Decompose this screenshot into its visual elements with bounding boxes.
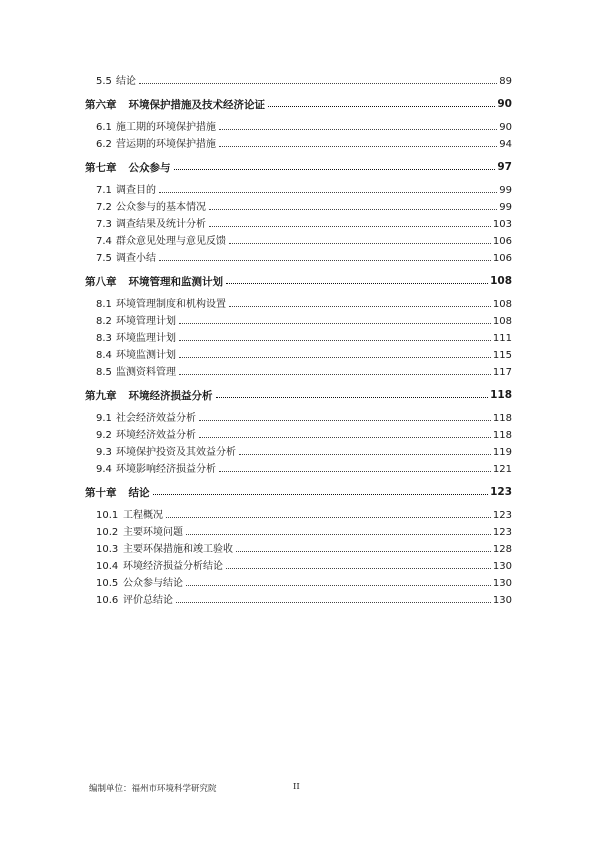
toc-entry-page: 123: [492, 527, 512, 538]
toc-entry-page: 117: [492, 367, 512, 378]
toc-entry-label: [96, 523, 183, 538]
toc-entry-number: 9.4: [96, 464, 112, 475]
toc-section-entry[interactable]: [85, 70, 512, 87]
toc-dot-leader: [219, 471, 491, 472]
toc-section-entry[interactable]: [85, 293, 512, 310]
toc-entry-label: [96, 72, 136, 87]
toc-entry-label: [96, 198, 206, 213]
toc-dot-leader: [186, 534, 491, 535]
toc-entry-number: 10.3: [96, 544, 119, 555]
toc-entry-title: 主要环境问题: [123, 527, 183, 538]
toc-chapter-entry[interactable]: [85, 92, 512, 116]
toc-entry-label: [85, 97, 265, 112]
toc-entry-number: 10.2: [96, 527, 119, 538]
toc-entry-number: 7.1: [96, 185, 112, 196]
toc-section-entry[interactable]: [85, 247, 512, 264]
toc-section-entry[interactable]: [85, 133, 512, 150]
toc-entry-page: 111: [492, 333, 512, 344]
toc-entry-page: 123: [490, 486, 512, 498]
toc-entry-label: [96, 312, 176, 327]
toc-entry-label: [96, 181, 156, 196]
toc-entry-label: [96, 118, 216, 133]
toc-entry-number: 7.4: [96, 236, 112, 247]
toc-entry-number: 7.3: [96, 219, 112, 230]
toc-dot-leader: [159, 260, 491, 261]
toc-entry-page: 90: [499, 122, 512, 133]
toc-entry-title: 结论: [116, 76, 136, 87]
toc-section-entry[interactable]: [85, 116, 512, 133]
toc-entry-number: 10.4: [96, 561, 119, 572]
toc-dot-leader: [226, 568, 491, 569]
toc-entry-number: 8.5: [96, 367, 112, 378]
toc-entry-label: [96, 426, 196, 441]
toc-dot-leader: [179, 340, 491, 341]
toc-entry-label: [96, 295, 226, 310]
toc-section-entry[interactable]: [85, 230, 512, 247]
toc-entry-label: [96, 557, 223, 572]
toc-section-entry[interactable]: [85, 361, 512, 378]
toc-entry-label: [96, 135, 216, 150]
toc-entry-page: 130: [492, 561, 512, 572]
toc-dot-leader: [139, 83, 497, 84]
toc-dot-leader: [219, 129, 497, 130]
toc-dot-leader: [239, 454, 491, 455]
toc-entry-number: 8.4: [96, 350, 112, 361]
toc-section-entry[interactable]: [85, 407, 512, 424]
toc-entry-number: 第六章: [85, 98, 117, 111]
toc-entry-label: [96, 540, 233, 555]
toc-entry-page: 130: [492, 578, 512, 589]
toc-entry-number: 9.3: [96, 447, 112, 458]
toc-section-entry[interactable]: [85, 538, 512, 555]
toc-dot-leader: [216, 397, 489, 398]
footer-organization: 编制单位：福州市环境科学研究院: [89, 784, 217, 794]
toc-section-entry[interactable]: [85, 196, 512, 213]
toc-entry-number: 8.3: [96, 333, 112, 344]
toc-section-entry[interactable]: [85, 441, 512, 458]
toc-entry-title: 环境经济损益分析结论: [123, 561, 223, 572]
toc-dot-leader: [209, 226, 491, 227]
toc-entry-label: [96, 346, 176, 361]
toc-entry-label: [96, 363, 176, 378]
toc-entry-title: 调查小结: [116, 253, 156, 264]
toc-dot-leader: [176, 602, 491, 603]
toc-entry-label: [96, 409, 196, 424]
toc-entry-number: 9.2: [96, 430, 112, 441]
toc-dot-leader: [268, 106, 495, 107]
toc-entry-title: 评价总结论: [123, 595, 173, 606]
toc-entry-label: [96, 506, 163, 521]
toc-dot-leader: [179, 323, 491, 324]
toc-section-entry[interactable]: [85, 213, 512, 230]
toc-entry-number: 8.1: [96, 299, 112, 310]
toc-dot-leader: [179, 374, 491, 375]
toc-entry-label: [96, 443, 236, 458]
toc-entry-page: 119: [492, 447, 512, 458]
toc-entry-page: 97: [497, 161, 512, 173]
toc-entry-label: [85, 274, 223, 289]
toc-entry-title: 营运期的环境保护措施: [116, 139, 216, 150]
toc-dot-leader: [199, 437, 491, 438]
toc-entry-number: 9.1: [96, 413, 112, 424]
toc-entry-number: 第九章: [85, 389, 117, 402]
toc-section-entry[interactable]: [85, 458, 512, 475]
toc-entry-page: 89: [499, 76, 512, 87]
toc-entry-title: 环境管理计划: [116, 316, 176, 327]
toc-dot-leader: [174, 169, 496, 170]
toc-entry-number: 10.6: [96, 595, 119, 606]
toc-section-entry[interactable]: [85, 344, 512, 361]
toc-entry-page: 118: [490, 389, 512, 401]
toc-dot-leader: [229, 243, 491, 244]
toc-chapter-entry[interactable]: [85, 383, 512, 407]
toc-entry-label: [96, 574, 183, 589]
toc-entry-page: 123: [492, 510, 512, 521]
toc-section-entry[interactable]: [85, 589, 512, 606]
toc-entry-number: 8.2: [96, 316, 112, 327]
toc-section-entry[interactable]: [85, 555, 512, 572]
toc-entry-title: 环境管理制度和机构设置: [116, 299, 226, 310]
toc-dot-leader: [236, 551, 491, 552]
toc-section-entry[interactable]: [85, 310, 512, 327]
toc-entry-page: 121: [492, 464, 512, 475]
toc-entry-title: 主要环保措施和竣工验收: [123, 544, 233, 555]
toc-entry-page: 99: [499, 185, 512, 196]
toc-section-entry[interactable]: [85, 572, 512, 589]
toc-entry-label: [96, 591, 173, 606]
table-of-contents: [85, 70, 512, 606]
toc-entry-title: 环境监测计划: [116, 350, 176, 361]
toc-entry-page: 108: [490, 275, 512, 287]
toc-chapter-entry[interactable]: [85, 155, 512, 179]
toc-section-entry[interactable]: [85, 179, 512, 196]
toc-chapter-entry[interactable]: [85, 480, 512, 504]
toc-section-entry[interactable]: [85, 521, 512, 538]
toc-section-entry[interactable]: [85, 327, 512, 344]
toc-entry-number: 第十章: [85, 486, 117, 499]
toc-dot-leader: [226, 283, 488, 284]
toc-entry-label: [85, 388, 213, 403]
toc-entry-title: 调查目的: [116, 185, 156, 196]
toc-entry-label: [96, 329, 176, 344]
toc-dot-leader: [199, 420, 491, 421]
toc-entry-label: [96, 215, 206, 230]
toc-entry-title: 公众参与的基本情况: [116, 202, 206, 213]
toc-entry-number: 10.5: [96, 578, 119, 589]
toc-entry-label: [85, 160, 171, 175]
toc-entry-page: 115: [492, 350, 512, 361]
toc-dot-leader: [153, 494, 489, 495]
toc-entry-title: 环境保护措施及技术经济论证: [128, 98, 265, 111]
toc-entry-title: 公众参与结论: [123, 578, 183, 589]
toc-entry-page: 94: [499, 139, 512, 150]
toc-entry-title: 社会经济效益分析: [116, 413, 196, 424]
toc-entry-title: 环境保护投资及其效益分析: [116, 447, 236, 458]
toc-entry-title: 调查结果及统计分析: [116, 219, 206, 230]
toc-dot-leader: [186, 585, 491, 586]
toc-entry-number: 6.1: [96, 122, 112, 133]
toc-entry-page: 90: [497, 98, 512, 110]
toc-dot-leader: [219, 146, 497, 147]
toc-entry-page: 128: [492, 544, 512, 555]
toc-entry-title: 环境影响经济损益分析: [116, 464, 216, 475]
toc-entry-title: 环境管理和监测计划: [128, 275, 223, 288]
toc-entry-label: [85, 485, 150, 500]
toc-entry-page: 106: [492, 236, 512, 247]
toc-entry-number: 7.5: [96, 253, 112, 264]
footer-page-number: II: [293, 782, 300, 792]
toc-entry-number: 5.5: [96, 76, 112, 87]
toc-entry-page: 130: [492, 595, 512, 606]
toc-entry-title: 工程概况: [123, 510, 163, 521]
toc-chapter-entry[interactable]: [85, 269, 512, 293]
toc-entry-label: [96, 232, 226, 247]
toc-entry-label: [96, 249, 156, 264]
toc-entry-page: 118: [492, 430, 512, 441]
toc-entry-page: 99: [499, 202, 512, 213]
toc-section-entry[interactable]: [85, 504, 512, 521]
toc-entry-title: 公众参与: [128, 161, 171, 174]
toc-dot-leader: [159, 192, 497, 193]
toc-entry-number: 10.1: [96, 510, 119, 521]
toc-entry-page: 106: [492, 253, 512, 264]
toc-entry-number: 7.2: [96, 202, 112, 213]
toc-entry-label: [96, 460, 216, 475]
toc-entry-title: 结论: [128, 486, 150, 499]
toc-dot-leader: [166, 517, 491, 518]
toc-entry-title: 环境监理计划: [116, 333, 176, 344]
toc-entry-number: 第七章: [85, 161, 117, 174]
toc-entry-number: 第八章: [85, 275, 117, 288]
toc-section-entry[interactable]: [85, 424, 512, 441]
toc-entry-page: 108: [492, 316, 512, 327]
toc-dot-leader: [179, 357, 491, 358]
toc-dot-leader: [209, 209, 497, 210]
toc-entry-title: 监测资料管理: [116, 367, 176, 378]
toc-entry-number: 6.2: [96, 139, 112, 150]
toc-dot-leader: [229, 306, 491, 307]
toc-entry-title: 环境经济效益分析: [116, 430, 196, 441]
toc-entry-title: 环境经济损益分析: [128, 389, 213, 402]
toc-entry-title: 群众意见处理与意见反馈: [116, 236, 226, 247]
toc-entry-page: 108: [492, 299, 512, 310]
toc-entry-page: 118: [492, 413, 512, 424]
toc-entry-page: 103: [492, 219, 512, 230]
toc-entry-title: 施工期的环境保护措施: [116, 122, 216, 133]
